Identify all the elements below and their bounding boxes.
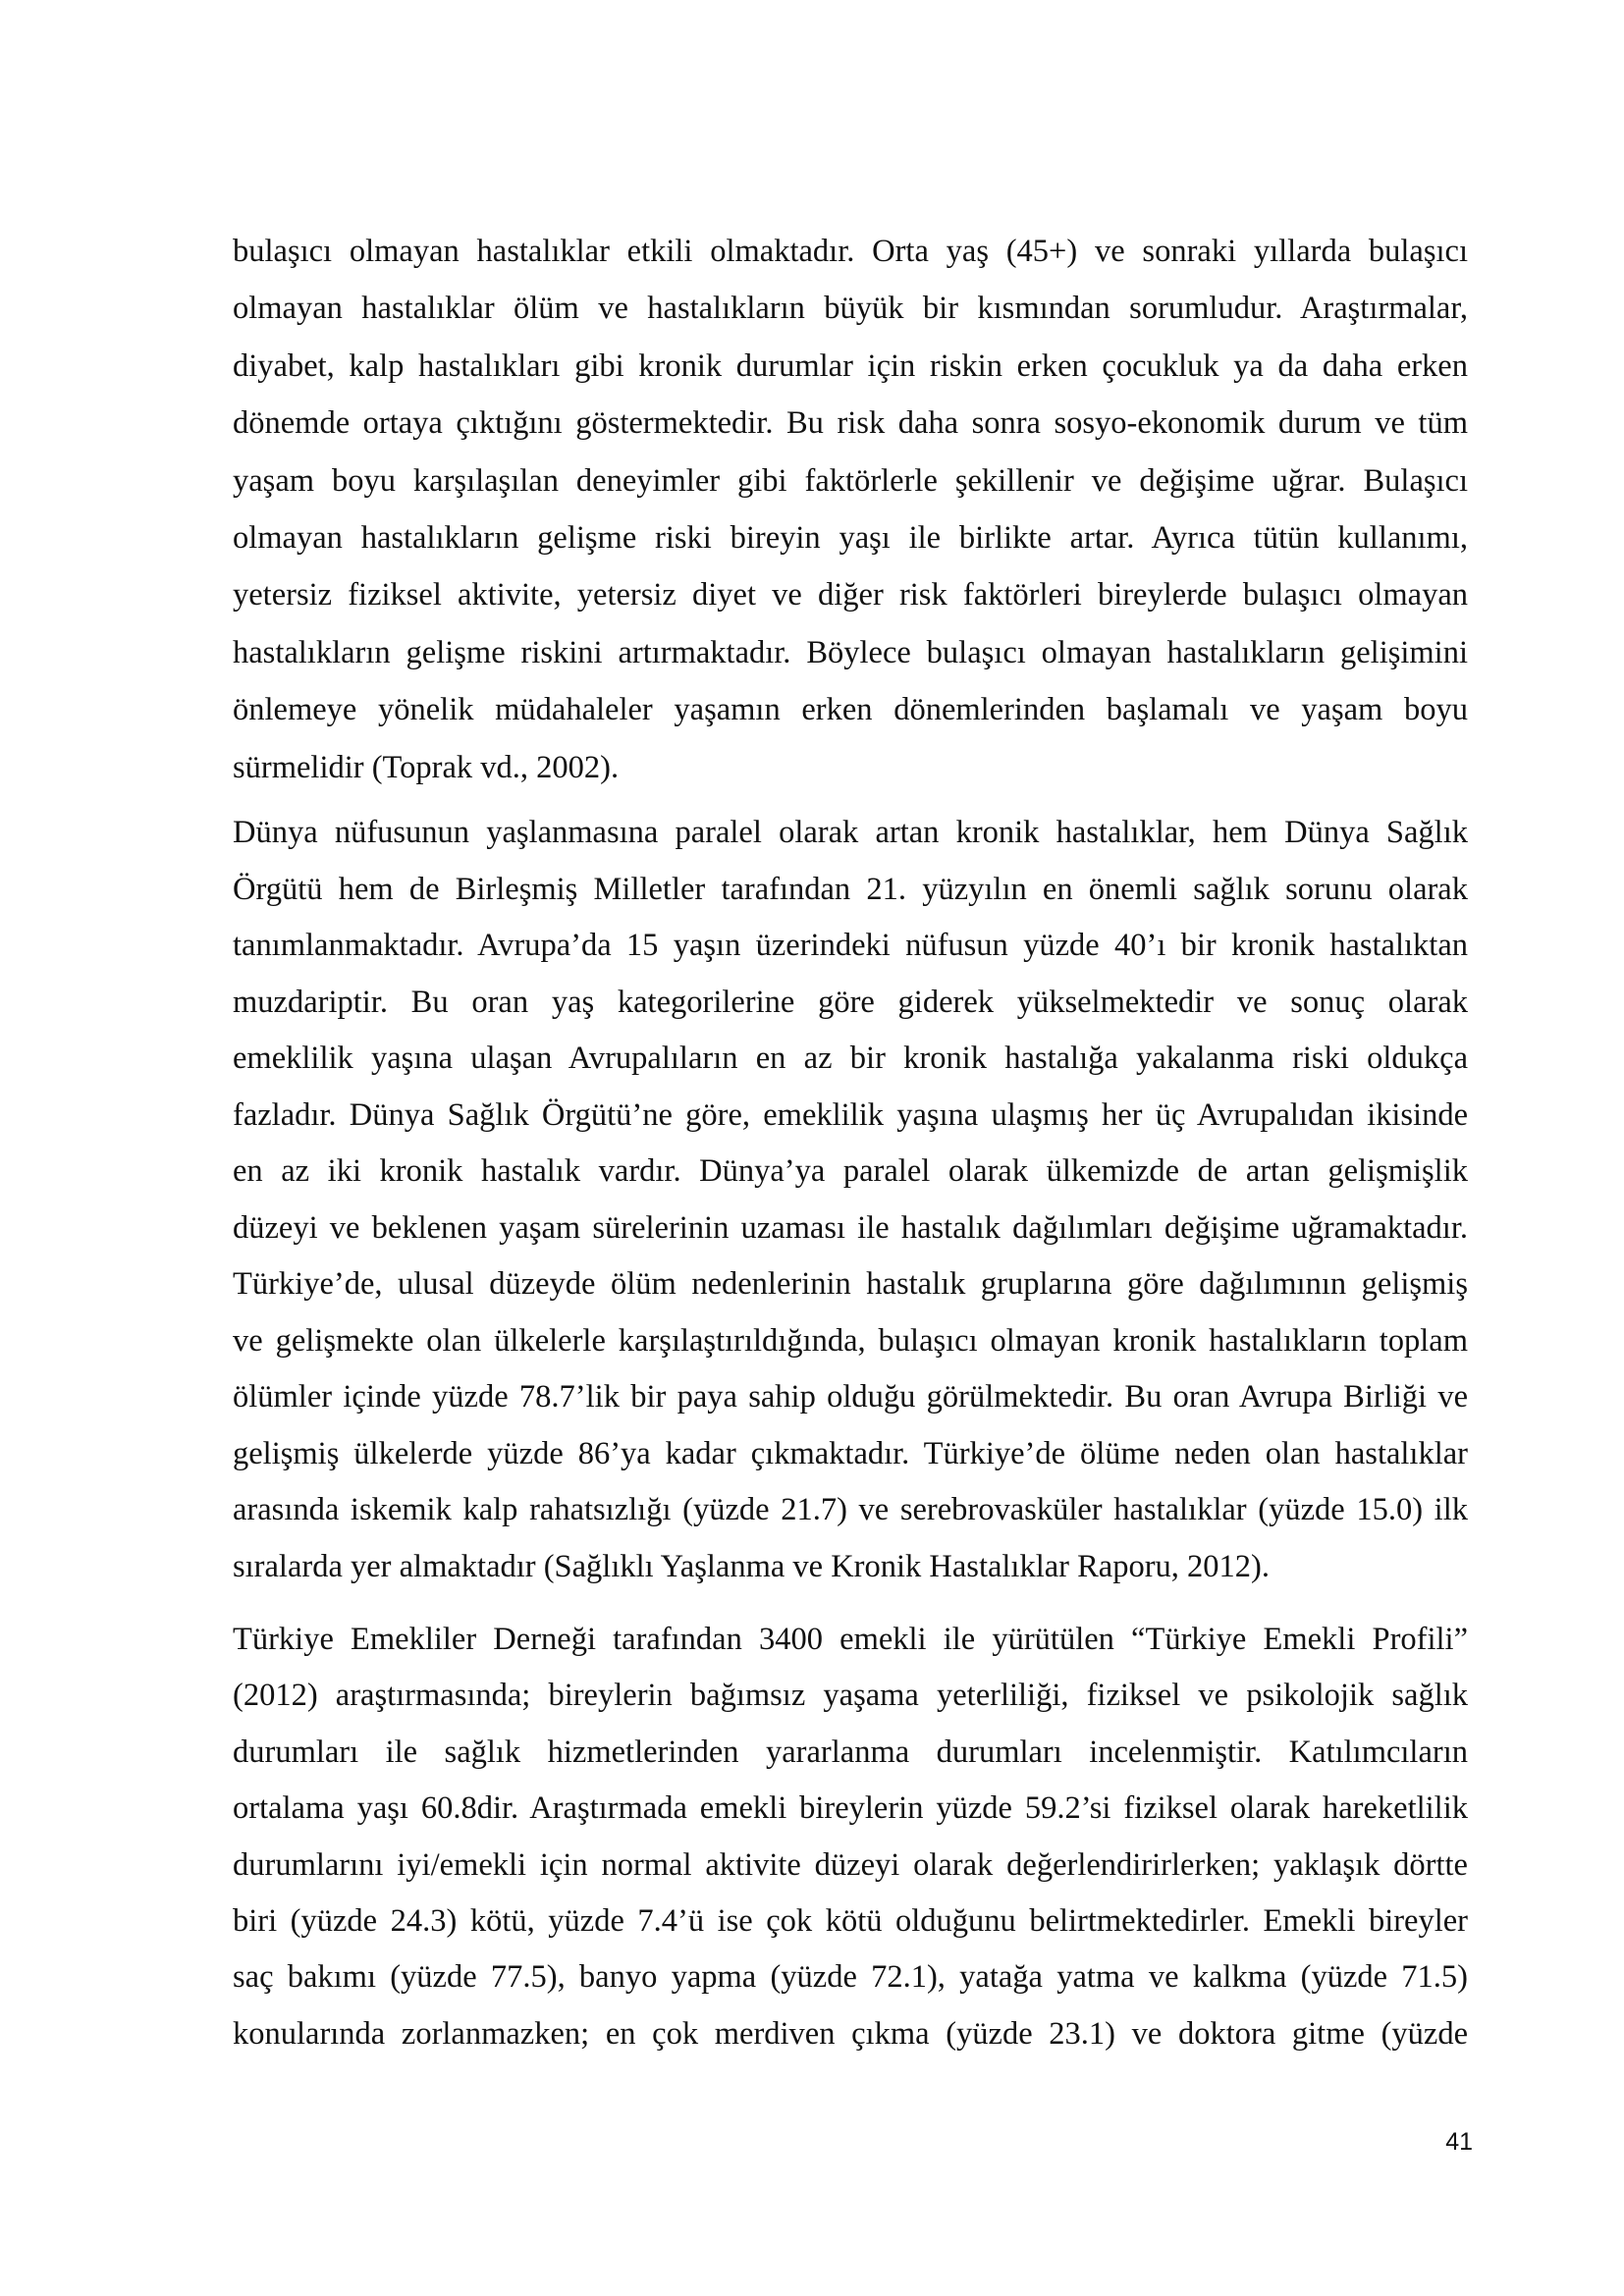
text-line: durumları ile sağlık hizmetlerinden yararlanma durumları incelenmiştir. Katılımcıların bbox=[233, 1734, 1468, 1770]
text-line: bulaşıcı olmayan hastalıklar etkili olmaktadır. Orta yaş (45+) ve sonraki yıllarda bulaşıcı bbox=[233, 234, 1468, 269]
text-line: emeklilik yaşına ulaşan Avrupalıların en az bir kronik hastalığa yakalanma riski oldukça bbox=[233, 1041, 1468, 1076]
text-line: sıralarda yer almaktadır (Sağlıklı Yaşlanma ve Kronik Hastalıklar Raporu, 2012). bbox=[233, 1548, 1270, 1584]
text-line: sürmelidir (Toprak vd., 2002). bbox=[233, 749, 620, 785]
text-line: diyabet, kalp hastalıkları gibi kronik durumlar için riskin erken çocukluk ya da daha erken bbox=[233, 347, 1468, 384]
text-line: olmayan hastalıkların gelişme riski bireyin yaşı ile birlikte artar. Ayrıca tütün kullanımı, bbox=[233, 520, 1468, 556]
text-line: önlemeye yönelik müdahaleler yaşamın erken dönemlerinden başlamalı ve yaşam boyu bbox=[233, 692, 1468, 728]
text-line: ortalama yaşı 60.8dir. Araştırmada emekli bireylerin yüzde 59.2’si fiziksel olarak hareketlilik bbox=[233, 1790, 1468, 1827]
text-line: yaşam boyu karşılaşılan deneyimler gibi faktörlerle şekillenir ve değişime uğrar. Bulaşıcı bbox=[233, 462, 1468, 499]
text-line: hastalıkların gelişme riskini artırmaktadır. Böylece bulaşıcı olmayan hastalıkların gelişimini bbox=[233, 634, 1468, 670]
text-line: Örgütü hem de Birleşmiş Milletler tarafından 21. yüzyılın en önemli sağlık sorunu olarak bbox=[233, 871, 1468, 907]
text-line: düzeyi ve beklenen yaşam sürelerinin uzaması ile hastalık dağılımları değişime uğramaktadır. bbox=[233, 1209, 1468, 1246]
text-line: gelişmiş ülkelerde yüzde 86’ya kadar çıkmaktadır. Türkiye’de ölüme neden olan hastalıklar bbox=[233, 1435, 1468, 1471]
text-line: ve gelişmekte olan ülkelerle karşılaştırıldığında, bulaşıcı olmayan kronik hastalıkların toplam bbox=[233, 1322, 1468, 1359]
text-line: arasında iskemik kalp rahatsızlığı (yüzde 21.7) ve serebrovasküler hastalıklar (yüzde 15.0) ilk bbox=[233, 1492, 1468, 1527]
text-line: Türkiye Emekliler Derneği tarafından 3400 emekli ile yürütülen “Türkiye Emekli Profili” bbox=[233, 1622, 1468, 1657]
text-line: tanımlanmaktadır. Avrupa’da 15 yaşın üzerindeki nüfusun yüzde 40’ı bir kronik hastalıktan bbox=[233, 928, 1468, 963]
text-line: Türkiye’de, ulusal düzeyde ölüm nedenlerinin hastalık gruplarına göre dağılımının gelişmiş bbox=[233, 1266, 1468, 1302]
text-line: konularında zorlanmazken; en çok merdiven çıkma (yüzde 23.1) ve doktora gitme (yüzde bbox=[233, 2015, 1468, 2052]
text-line: yetersiz fiziksel aktivite, yetersiz diyet ve diğer risk faktörleri bireylerde bulaşıcı olmayan bbox=[233, 577, 1468, 614]
text-line: dönemde ortaya çıktığını göstermektedir. Bu risk daha sonra sosyo-ekonomik durum ve tüm bbox=[233, 405, 1468, 442]
text-line: muzdariptir. Bu oran yaş kategorilerine göre giderek yükselmektedir ve sonuç olarak bbox=[233, 984, 1468, 1020]
page-number: 41 bbox=[1445, 2128, 1473, 2156]
text-line: olmayan hastalıklar ölüm ve hastalıkların büyük bir kısmından sorumludur. Araştırmalar, bbox=[233, 291, 1468, 327]
text-line: fazladır. Dünya Sağlık Örgütü’ne göre, emeklilik yaşına ulaşmış her üç Avrupalıdan ikisinde bbox=[233, 1096, 1468, 1133]
text-line: (2012) araştırmasında; bireylerin bağımsız yaşama yeterliliği, fiziksel ve psikolojik sağlık bbox=[233, 1678, 1468, 1714]
text-line: ölümler içinde yüzde 78.7’lik bir paya sahip olduğu görülmektedir. Bu oran Avrupa Birliği ve bbox=[233, 1379, 1468, 1415]
text-line: en az iki kronik hastalık vardır. Dünya’ya paralel olarak ülkemizde de artan gelişmişlik bbox=[233, 1153, 1468, 1189]
text-line: Dünya nüfusunun yaşlanmasına paralel olarak artan kronik hastalıklar, hem Dünya Sağlık bbox=[233, 815, 1468, 850]
text-line: saç bakımı (yüzde 77.5), banyo yapma (yüzde 72.1), yatağa yatma ve kalkma (yüzde 71.5) bbox=[233, 1959, 1468, 1996]
text-line: biri (yüzde 24.3) kötü, yüzde 7.4’ü ise çok kötü olduğunu belirtmektedirler. Emekli bireyler bbox=[233, 1903, 1468, 1939]
text-line: durumlarını iyi/emekli için normal aktivite düzeyi olarak değerlendirirlerken; yaklaşık dörtte bbox=[233, 1846, 1468, 1883]
